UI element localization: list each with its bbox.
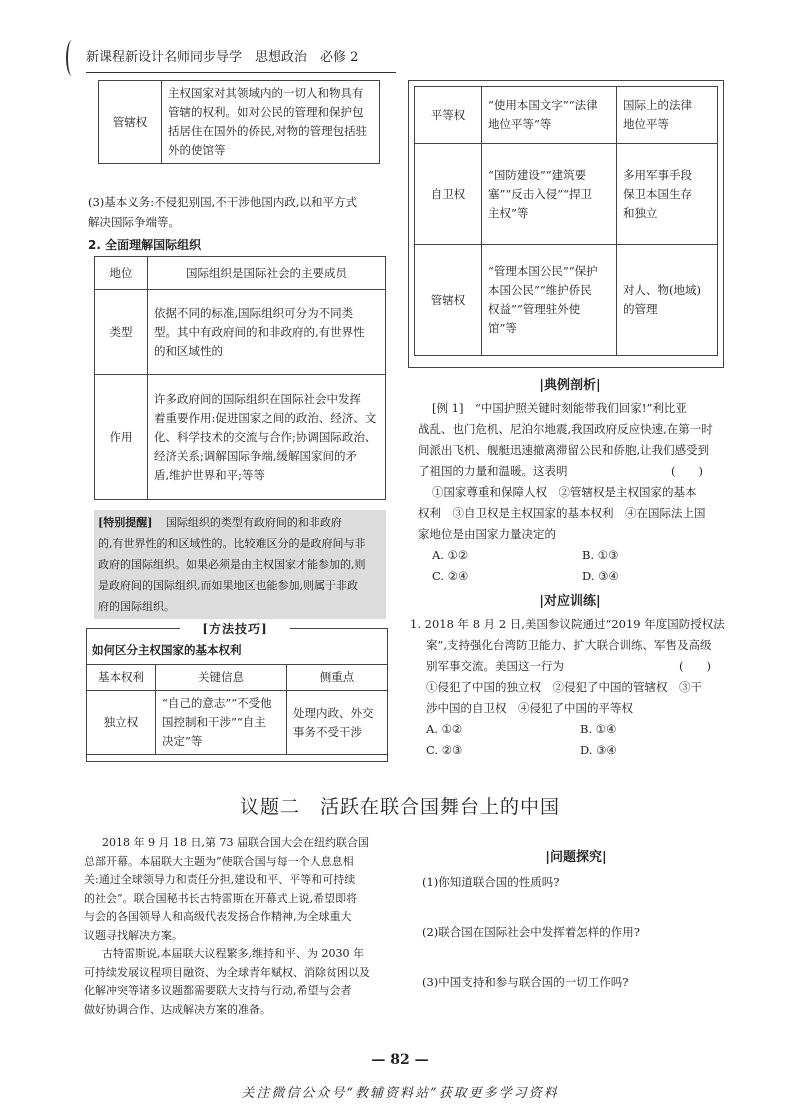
text-line: (3)基本义务:不侵犯别国,不干涉他国内政,以和平方式	[88, 195, 357, 209]
tip-label: [特别提醒]	[98, 516, 153, 529]
row-content	[162, 81, 380, 164]
table-row	[95, 290, 386, 375]
text-line: 战乱、也门危机、尼泊尔地震,我国政府反应快速,在第一时	[418, 422, 713, 436]
header-rule	[86, 72, 396, 73]
method-table	[86, 664, 388, 755]
table-row	[415, 245, 718, 356]
right-name: 平等权	[415, 87, 482, 144]
text-line: 管辖的权利。如对公民的管理和保护包	[168, 105, 364, 119]
example-section-title: |典例剖析|	[539, 378, 601, 393]
text-line: 间派出飞机、舰艇迅速撤离滞留公民和侨胞,让我们感受到	[418, 443, 710, 457]
option: B. ①③	[582, 548, 619, 562]
example-question	[418, 398, 728, 587]
text-line: 的社会”。联合国秘书长古特雷斯在开幕式上说,希望即将	[84, 891, 358, 905]
text-line: 解决国际争端等。	[88, 215, 180, 229]
row-label: 地位	[95, 257, 148, 290]
row-content	[148, 375, 386, 500]
table-row	[99, 81, 380, 164]
text-line: 关:通过全球领导力和责任分担,建设和平、平等和可持续	[84, 873, 356, 886]
column-header: 基本权利	[87, 665, 156, 691]
option: A. ①②	[432, 548, 469, 562]
row-label: 管辖权	[99, 81, 162, 164]
focus: 国际上的法律 地位平等	[617, 87, 718, 144]
table-row	[95, 375, 386, 500]
option: B. ①④	[580, 722, 617, 736]
text-line: 的和区域性的	[154, 343, 223, 358]
topic-paragraphs	[84, 834, 394, 1019]
text-line: 2018 年 9 月 18 日,第 73 届联合国大会在纽约联合国	[102, 836, 369, 849]
text-line: ①侵犯了中国的独立权 ②侵犯了中国的管辖权 ③干	[426, 680, 702, 694]
question-1: (1)你知道联合国的性质吗?	[422, 875, 560, 889]
special-tip-box	[94, 510, 386, 619]
option: C. ②④	[432, 569, 469, 583]
text-line: 与会的各国领导人和高级代表发扬合作精神,为全球重大	[84, 910, 352, 923]
key-info: “国防建设”“建筑要 塞”“反击入侵”“捍卫 主权”等	[482, 144, 617, 245]
text-line: 案”,支持强化台湾防卫能力、扩大联合训练、军售及高级	[426, 638, 712, 652]
text-line: [特别提醒] 国际组织的类型有政府间的和非政府	[98, 516, 342, 529]
focus: 对人、物(地域) 的管理	[617, 245, 718, 356]
text-line: 的,有世界性的和区域性的。比较难区分的是政府间与非	[98, 537, 366, 550]
option: D. ③④	[582, 569, 619, 583]
section-title: 2. 全面理解国际组织	[88, 238, 202, 252]
text-line: 可持续发展议程项目融资、为全球青年赋权、消除贫困以及	[84, 965, 370, 979]
column-header: 关键信息	[156, 665, 287, 691]
text-line: 盾,维护世界和平;等等	[154, 467, 266, 482]
footer-note: 关注微信公众号“教辅资料站”获取更多学习资料	[241, 1086, 559, 1101]
text-line: 做好协调合作、达成解决方案的准备。	[84, 1002, 271, 1016]
text-line: 府的国际组织。	[98, 600, 175, 613]
text-line: 了祖国的力量和温暖。这表明 ( )	[418, 464, 703, 478]
text-line: 1. 2018 年 8 月 2 日,美国参议院通过“2019 年度国防授权法	[410, 617, 725, 631]
text-line: 家地位是由国家力量决定的	[418, 527, 556, 541]
key-info: “使用本国文字”“法律 地位平等”等	[482, 87, 617, 144]
option: C. ②③	[426, 743, 463, 757]
options-row	[410, 740, 728, 761]
text-line: 许多政府间的国际组织在国际社会中发挥	[154, 391, 361, 406]
text-line: 涉中国的自卫权 ④侵犯了中国的平等权	[426, 701, 633, 715]
right-name: 管辖权	[415, 245, 482, 356]
focus: 处理内政、外交 事务不受干涉	[287, 691, 388, 755]
question-2: (2)联合国在国际社会中发挥着怎样的作用?	[422, 925, 640, 939]
inquiry-section-title: |问题探究|	[545, 850, 607, 865]
table-header-row	[87, 665, 388, 691]
text-line: 国际组织是国际社会的主要成员	[186, 265, 347, 280]
text-line: 政府的国际组织。如果必须是由主权国家才能参加的,则	[98, 558, 366, 571]
right-name: 自卫权	[415, 144, 482, 245]
sovereignty-table-continued	[98, 80, 380, 164]
key-info: “管理本国公民”“保护 本国公民”“维护侨民 权益”“管理驻外使 馆”等	[482, 245, 617, 356]
text-line: 化解冲突等诸多议题都需要联大支持与行动,希望与会者	[84, 984, 352, 997]
page-number: — 82 —	[371, 1052, 429, 1068]
question-3: (3)中国支持和参与联合国的一切工作吗?	[422, 975, 629, 989]
row-content	[148, 290, 386, 375]
header-bracket	[66, 40, 78, 76]
table-row	[95, 257, 386, 290]
rights-table	[414, 86, 718, 356]
options-row	[418, 545, 728, 566]
right-name: 独立权	[87, 691, 156, 755]
table-row	[415, 87, 718, 144]
text-line: 主权国家对其领域内的一切人和物具有	[168, 86, 364, 100]
text-line: ①国家尊重和保障人权 ②管辖权是主权国家的基本	[432, 485, 697, 499]
text-line: 别军事交流。美国这一行为 ( )	[426, 659, 711, 673]
text-line: 是政府间的国际组织,而如果地区也能参加,则属于非政	[98, 579, 358, 592]
text-line: 型。其中有政府间的和非政府的,有世界性	[154, 324, 365, 339]
org-table	[94, 256, 386, 500]
practice-question	[410, 614, 728, 761]
option: D. ③④	[580, 743, 617, 757]
text-line: 外的使馆等	[168, 143, 226, 157]
table-row	[87, 691, 388, 755]
practice-section-title: |对应训练|	[539, 594, 601, 609]
text-line: 权利 ③自卫权是主权国家的基本权利 ④在国际法上国	[418, 506, 706, 520]
text-line: 括居住在国外的侨民,对物的管理包括驻	[168, 124, 368, 138]
text-line: 着重要作用:促进国家之间的政治、经济、文	[154, 410, 377, 425]
text-line: 经济关系;调解国际争端,缓解国家间的矛	[154, 448, 358, 463]
row-label: 作用	[95, 375, 148, 500]
table-row	[415, 144, 718, 245]
basic-duties	[88, 192, 388, 232]
topic-title: 议题二 活跃在联合国舞台上的中国	[239, 796, 560, 818]
row-content	[148, 257, 386, 290]
row-label: 类型	[95, 290, 148, 375]
text-line: 依据不同的标准,国际组织可分为不同类	[154, 305, 354, 320]
column-header: 侧重点	[287, 665, 388, 691]
focus: 多用军事手段 保卫本国生存 和独立	[617, 144, 718, 245]
text-line: 古特雷斯说,本届联大议程繁多,维持和平、为 2030 年	[102, 947, 364, 960]
text-line: 总部开幕。本届联大主题为“使联合国与每一个人息息相	[84, 854, 354, 868]
header-title: 新课程新设计名师同步导学 思想政治 必修 2	[86, 50, 359, 65]
method-title: [方法技巧]	[180, 620, 290, 637]
option: A. ①②	[426, 722, 463, 736]
key-info: “自己的意志”“不受他 国控制和干涉”“自主 决定”等	[156, 691, 287, 755]
text-line: 议题寻找解决方案。	[84, 928, 183, 942]
options-row	[410, 719, 728, 740]
method-subtitle: 如何区分主权国家的基本权利	[92, 643, 242, 657]
text-line: 化、科学技术的交流与合作;协调国际政治、	[154, 429, 377, 444]
options-row	[418, 566, 728, 587]
text-line: [例 1] “中国护照关键时刻能带我们回家!”利比亚	[432, 401, 687, 415]
